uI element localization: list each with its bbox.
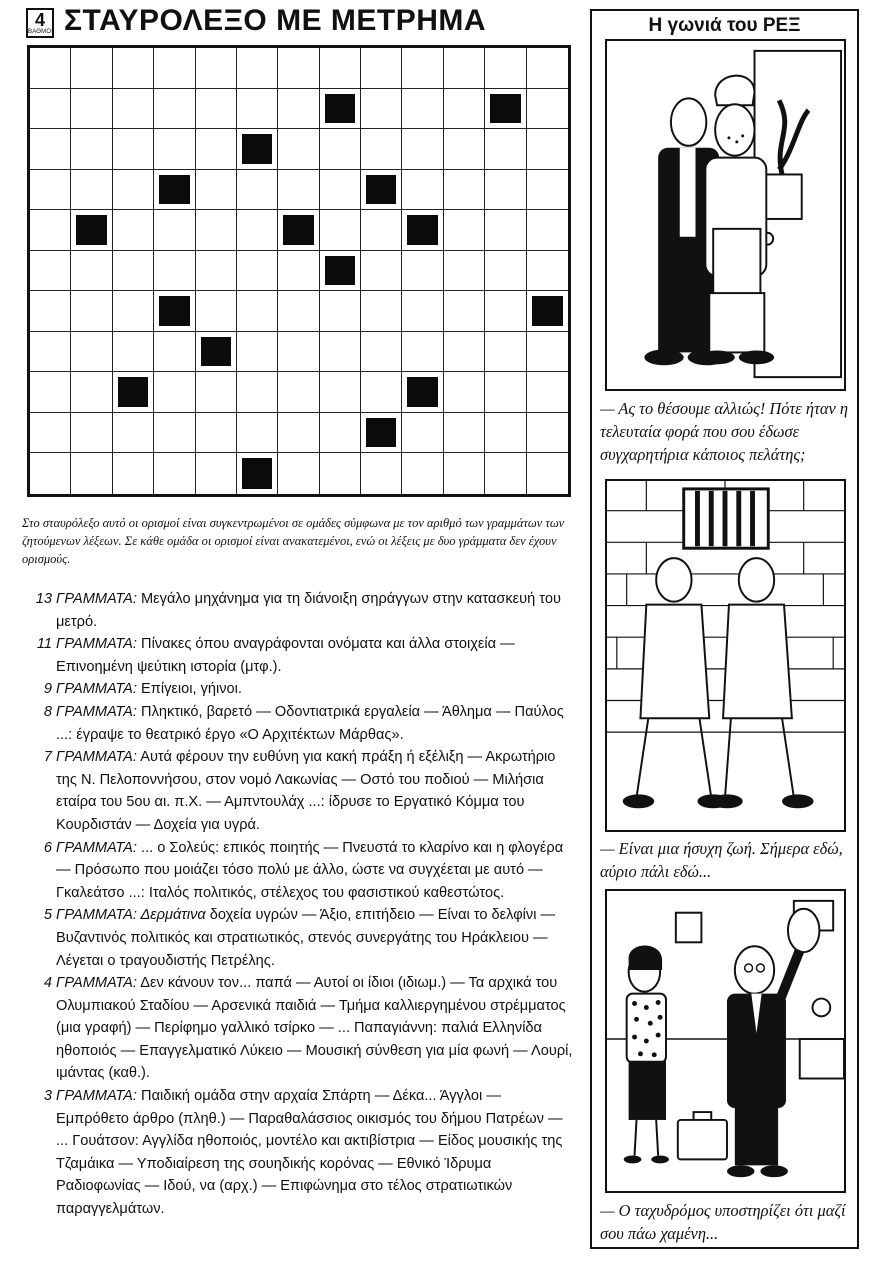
grid-cell[interactable] [154,251,195,292]
instructions-text: Στο σταυρόλεξο αυτό οι ορισμοί είναι συγκεντρωμένοι σε ομάδες σύμφωνα με τον αριθμό των γραμμάτων των ζητούμενων λέξεων. Σε κάθε ομάδα οι ορισμοί είναι ανακατεμένοι, ενώ οι λέξεις με δυο γράμματα δεν έχουν ορισμούς. [22,516,565,566]
grid-cell[interactable] [320,453,361,494]
grid-cell-black [237,453,278,494]
clue-heading: ΓΡΑΜΜΑΤΑ: [56,591,137,607]
grid-cell[interactable] [527,129,568,170]
grid-cell[interactable] [113,210,154,251]
grid-cell[interactable] [402,413,443,454]
grid-cell[interactable] [30,453,71,494]
grid-cell[interactable] [237,210,278,251]
grid-cell[interactable] [320,291,361,332]
clue-letter-count: 4 [43,975,52,992]
clue-group [20,746,576,836]
clue-definitions: Πληκτικό, βαρετό — Οδοντιατρικά εργαλεία — Άθλημα — Παύλος ...: έγραψε το θεατρικό έργο «Ο Αρχιτέκτων Μάρθας». [56,703,564,743]
grid-cell[interactable] [113,332,154,373]
grid-cell-black [485,89,526,130]
grid-cell[interactable] [485,48,526,89]
grid-cell-black [361,170,402,211]
grid-cell[interactable] [154,129,195,170]
grid-cell[interactable] [154,413,195,454]
clue-group [20,678,576,701]
clue-text [56,588,576,633]
cartoon-frame-2 [605,479,846,832]
clue-definitions: δοχεία υγρών — Άξιο, επιτήδειο — Είναι το δελφίνι — Βυζαντινός πολιτικός και στρατιωτικός, στενός συνεργάτης του Ηράκλειου — Λέγεται ο τραγουδιστής Πετρέλης. [56,907,556,969]
clue-heading: ΓΡΑΜΜΑΤΑ: [56,1088,137,1105]
grid-cell[interactable] [485,332,526,373]
grid-cell[interactable] [71,170,112,211]
grid-cell[interactable] [485,413,526,454]
grid-cell[interactable] [444,372,485,413]
restaurant-scene-illustration [607,41,844,389]
clue-text [56,837,576,905]
cartoon-frame-3 [605,889,846,1193]
grid-cell[interactable] [485,129,526,170]
grid-cell[interactable] [113,453,154,494]
grid-cell[interactable] [30,129,71,170]
grid-cell[interactable] [361,332,402,373]
grid-cell[interactable] [527,453,568,494]
grid-cell[interactable] [320,332,361,373]
grid-cell[interactable] [154,332,195,373]
grid-cell[interactable] [30,170,71,211]
grid-cell[interactable] [196,48,237,89]
grid-cell[interactable] [196,413,237,454]
clue-text [56,678,576,701]
grid-cell[interactable] [71,413,112,454]
grid-cell[interactable] [154,48,195,89]
grid-cell[interactable] [527,89,568,130]
grid-cell[interactable] [402,291,443,332]
grid-cell[interactable] [113,129,154,170]
grid-cell[interactable] [71,453,112,494]
clue-definitions: Πίνακες όπου αναγράφονται ονόματα και άλλα στοιχεία — Επινοημένη ψεύτικη ιστορία (μτφ.). [56,636,515,675]
clue-heading: ΓΡΑΜΜΑΤΑ: [56,975,137,992]
grid-cell[interactable] [278,170,319,211]
grid-cell[interactable] [196,291,237,332]
grid-cell[interactable] [237,291,278,332]
grid-cell[interactable] [30,48,71,89]
clue-definitions: Μεγάλο μηχάνημα για τη διάνοιξη σηράγγων στην κατασκευή του μετρό. [56,591,561,630]
clue-letter-count: 11 [36,636,52,653]
grid-cell[interactable] [113,291,154,332]
grid-cell-black [71,210,112,251]
grid-cell[interactable] [402,48,443,89]
grid-cell[interactable] [113,251,154,292]
grid-cell[interactable] [402,251,443,292]
grid-cell[interactable] [154,453,195,494]
grid-cell[interactable] [361,372,402,413]
grid-cell[interactable] [444,251,485,292]
clue-group [20,701,576,746]
grid-cell[interactable] [361,89,402,130]
grid-cell[interactable] [237,89,278,130]
points-number: 4 [34,10,45,30]
grid-cell[interactable] [30,89,71,130]
grid-cell[interactable] [485,372,526,413]
grid-cell[interactable] [402,332,443,373]
clue-letter-count: 9 [43,681,52,698]
clue-letter-count: 5 [43,907,52,924]
clue-text [56,701,576,746]
grid-cell[interactable] [154,372,195,413]
grid-cell[interactable] [237,48,278,89]
grid-cell[interactable] [30,332,71,373]
grid-cell[interactable] [444,332,485,373]
grid-cell[interactable] [196,453,237,494]
grid-cell[interactable] [154,89,195,130]
grid-cell[interactable] [527,251,568,292]
grid-cell[interactable] [237,413,278,454]
clue-group [20,972,576,1085]
grid-cell[interactable] [278,89,319,130]
grid-cell[interactable] [278,372,319,413]
grid-cell[interactable] [278,291,319,332]
grid-cell[interactable] [444,129,485,170]
clue-group [20,588,576,633]
grid-cell[interactable] [527,372,568,413]
clue-text [56,972,576,1085]
grid-cell[interactable] [320,413,361,454]
grid-cell[interactable] [320,48,361,89]
grid-cell[interactable] [278,48,319,89]
grid-cell-black [320,89,361,130]
grid-cell[interactable] [485,170,526,211]
grid-cell[interactable] [527,48,568,89]
grid-cell[interactable] [237,332,278,373]
clue-heading: ΓΡΑΜΜΑΤΑ: [56,839,137,856]
grid-cell[interactable] [71,89,112,130]
grid-cell[interactable] [278,413,319,454]
clue-definitions: ... ο Σολεύς: επικός ποιητής — Πνευστά το κλαρίνο και η φλογέρα — Πρόσωπο που μοιάζει τόσο πολύ με άλλο, ώστε να συγχέεται με αυτό — Γκαλεάτσο ...: Ιταλός πολιτικός, στέλεχος του φασιστικού καθεστώτος. [56,839,564,901]
grid-cell[interactable] [196,210,237,251]
grid-cell[interactable] [196,129,237,170]
grid-cell[interactable] [444,453,485,494]
grid-cell-black [320,251,361,292]
cartoon-caption-2: — Είναι μια ήσυχη ζωή. Σήμερα εδώ, αύριο πάλι εδώ... [600,839,843,881]
clue-heading: ΓΡΑΜΜΑΤΑ: [56,703,137,720]
grid-cell[interactable] [237,251,278,292]
grid-cell-black [402,210,443,251]
grid-cell[interactable] [527,170,568,211]
clues-list [20,588,576,1221]
grid-cell[interactable] [71,291,112,332]
grid-cell[interactable] [402,170,443,211]
grid-cell[interactable] [320,372,361,413]
grid-cell[interactable] [444,89,485,130]
clue-heading: ΓΡΑΜΜΑΤΑ: [56,681,137,698]
grid-cell[interactable] [71,48,112,89]
grid-cell[interactable] [485,291,526,332]
grid-cell[interactable] [444,170,485,211]
clue-text [56,904,576,972]
cartoon-frame-1 [605,39,846,391]
grid-cell[interactable] [237,170,278,211]
grid-cell[interactable] [444,413,485,454]
grid-cell[interactable] [361,210,402,251]
grid-cell[interactable] [361,251,402,292]
grid-cell-black [154,170,195,211]
prison-scene-illustration [607,481,844,830]
grid-cell[interactable] [196,170,237,211]
clue-heading: ΓΡΑΜΜΑΤΑ: [56,636,137,653]
grid-cell[interactable] [402,129,443,170]
grid-cell-black [361,413,402,454]
points-badge [26,8,54,38]
cartoon-title: Η γωνιά του ΡΕΞ [648,15,801,36]
points-label: ΒΑΘΜΟΙ [28,29,54,35]
clue-letter-count: 7 [43,749,52,766]
clue-text [56,746,576,836]
grid-cell[interactable] [196,372,237,413]
grid-cell-black [402,372,443,413]
clue-definitions: Επίγειοι, γήινοι. [136,681,242,698]
grid-cell[interactable] [485,251,526,292]
departure-scene-illustration [607,891,844,1191]
grid-cell[interactable] [444,291,485,332]
grid-cell[interactable] [237,372,278,413]
clue-text [56,1085,576,1221]
clue-definitions: Δεν κάνουν τον... παπά — Αυτοί οι ίδιοι (ιδιωμ.) — Τα αρχικά του Ολυμπιακού Σταδίου — Αρσενικά παιδιά — Τμήμα καλλιεργημένου στρέμματος (μια γραφή) — Περίφημο γαλλικό τσίρκο — ... Παπαγιάννη: παλιά Ελληνίδα ηθοποιός — Επαγγελματικό Λύκειο — Μουσική σύνθεση για μία φωνή — Λουρί, ιμάντας (καθ.). [56,975,573,1082]
grid-cell[interactable] [154,210,195,251]
grid-cell[interactable] [30,210,71,251]
grid-cell[interactable] [278,332,319,373]
grid-cell-black [278,210,319,251]
grid-cell[interactable] [30,372,71,413]
grid-cell-black [527,291,568,332]
grid-cell[interactable] [361,453,402,494]
grid-cell[interactable] [113,170,154,211]
grid-cell-black [196,332,237,373]
grid-cell[interactable] [320,210,361,251]
grid-cell[interactable] [196,89,237,130]
grid-cell[interactable] [71,129,112,170]
grid-cell-black [154,291,195,332]
grid-cell[interactable] [71,372,112,413]
grid-cell[interactable] [320,170,361,211]
grid-cell[interactable] [278,129,319,170]
grid-cell[interactable] [30,413,71,454]
clue-heading-extra: Δερμάτινα [136,907,206,924]
grid-cell[interactable] [30,291,71,332]
grid-cell[interactable] [113,48,154,89]
grid-cell[interactable] [527,332,568,373]
grid-cell[interactable] [30,251,71,292]
grid-cell[interactable] [485,210,526,251]
clue-group [20,1085,576,1221]
cartoon-caption-3: — Ο ταχυδρόμος υποστηρίζει ότι μαζί σου πάω χαμένη... [600,1201,846,1243]
grid-cell[interactable] [196,251,237,292]
grid-cell[interactable] [527,210,568,251]
page-title: ΣΤΑΥΡΟΛΕΞΟ ΜΕ ΜΕΤΡΗΜΑ [64,4,487,37]
clue-heading: ΓΡΑΜΜΑΤΑ: [56,749,137,766]
clue-letter-count: 3 [43,1088,52,1105]
grid-cell[interactable] [320,129,361,170]
grid-cell[interactable] [278,453,319,494]
grid-cell[interactable] [444,210,485,251]
clue-group [20,837,576,905]
clue-letter-count: 6 [43,839,52,856]
grid-cell[interactable] [278,251,319,292]
grid-cell[interactable] [361,129,402,170]
grid-cell[interactable] [402,453,443,494]
grid-cell[interactable] [113,413,154,454]
grid-cell[interactable] [361,48,402,89]
clue-letter-count: 13 [35,591,52,607]
grid-cell[interactable] [71,251,112,292]
grid-cell[interactable] [361,291,402,332]
grid-cell-black [237,129,278,170]
clue-definitions: Παιδική ομάδα στην αρχαία Σπάρτη — Δέκα... Άγγλοι — Εμπρόθετο άρθρο (πληθ.) — Παραθαλάσσιος οικισμός του δήμου Πατρέων — ... Γουάτσον: Αγγλίδα ηθοποιός, μοντέλο και ακτιβίστρια — Είδος μουσικής της Τζαμάικα — Υποδιαίρεση της σουηδικής κορόνας — Εθνικό Ίδρυμα Ραδιοφωνίας — Ιδού, να (αρχ.) — Επιφώνημα στο τέλος στρατιωτικών παραγγελμάτων. [56,1088,563,1218]
clue-group [20,633,576,678]
grid-cell-black [113,372,154,413]
grid-cell[interactable] [485,453,526,494]
clue-letter-count: 8 [43,703,52,720]
clue-heading: ΓΡΑΜΜΑΤΑ: [56,907,137,924]
grid-cell[interactable] [444,48,485,89]
cartoon-caption-1: — Ας το θέσουμε αλλιώς! Πότε ήταν η τελευταία φορά που σου έδωσε συγχαρητήρια κάποιος πελάτης; [600,399,848,464]
grid-cell[interactable] [71,332,112,373]
grid-cell[interactable] [527,413,568,454]
clue-text [56,633,576,678]
grid-cell[interactable] [113,89,154,130]
clue-group [20,904,576,972]
cartoon-panel [590,9,859,1249]
crossword-grid [27,45,571,497]
clue-definitions: Αυτά φέρουν την ευθύνη για κακή πράξη ή εξέλιξη — Ακρωτήριο της Ν. Πελοποννήσου, στον νομό Λακωνίας — Οστό του ποδιού — Μιλήσια εταίρα του 5ου αι. π.Χ. — Αμπντουλάχ ...: ίδρυσε το Εργατικό Κόμμα του Κουρδιστάν — Δοχεία για υγρά. [56,749,556,833]
grid-cell[interactable] [402,89,443,130]
